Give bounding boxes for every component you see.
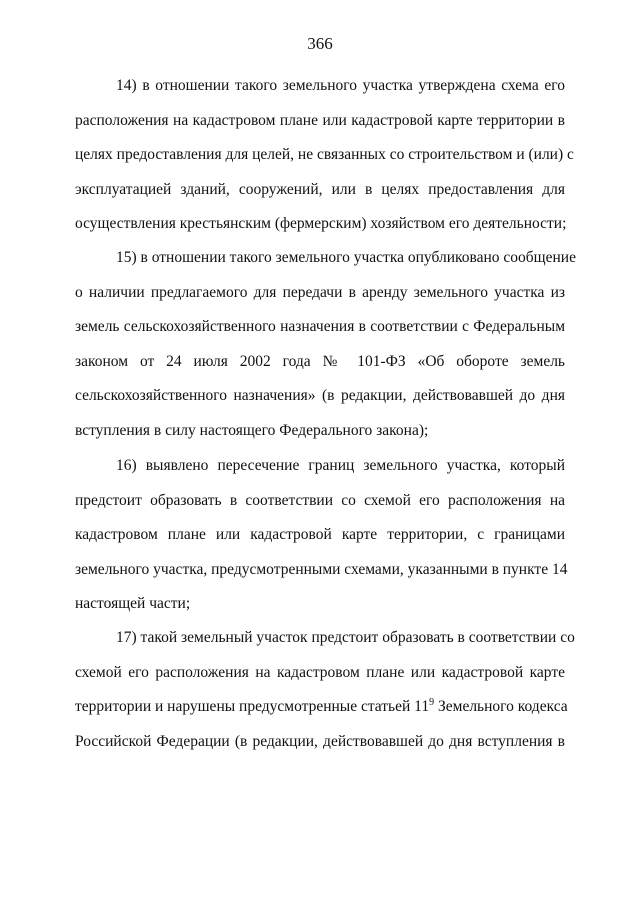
paragraph-line: осуществления крестьянским (фермерским) хозяйством его деятельности; (75, 215, 567, 233)
paragraph-line: законом от 24 июля 2002 года № 101-ФЗ «Об обороте земель (75, 352, 565, 370)
paragraph-line: Российской Федерации (в редакции, действовавшей до дня вступления в (75, 732, 565, 750)
paragraph-line: вступления в силу настоящего Федерального закона); (75, 421, 429, 439)
paragraph-line: земель сельскохозяйственного назначения в соответствии с Федеральным (75, 318, 565, 336)
paragraph-line: предстоит образовать в соответствии со схемой его расположения на (75, 491, 565, 509)
paragraph-17 (75, 621, 575, 759)
paragraph-line: 17) такой земельный участок предстоит образовать в соответствии со (116, 629, 575, 646)
paragraph-line: настоящей части; (75, 595, 191, 613)
paragraph-line: 15) в отношении такого земельного участка опубликовано сообщение (116, 249, 576, 266)
article-superscript: 9 (429, 697, 435, 709)
line-text: Земельного кодекса (434, 698, 568, 716)
paragraph-line: о наличии предлагаемого для передачи в аренду земельного участка из (75, 283, 565, 301)
line-text: территории и нарушены предусмотренные статьей 11 (75, 698, 430, 716)
paragraph-line (75, 690, 568, 725)
paragraph-16 (75, 449, 568, 622)
paragraph-line: схемой его расположения на кадастровом плане или кадастровой карте (75, 663, 565, 681)
paragraph-line: целях предоставления для целей, не связанных со строительством и (или) с (75, 146, 574, 164)
page-number: 366 (307, 34, 333, 53)
paragraph-line: 14) в отношении такого земельного участка утверждена схема его (116, 77, 565, 94)
paragraph-line: земельного участка, предусмотренными схемами, указанными в пункте 14 (75, 560, 568, 578)
paragraph-line: кадастровом плане или кадастровой карте территории, с границами (75, 526, 565, 544)
paragraph-line: эксплуатацией зданий, сооружений, или в целях предоставления для (75, 180, 565, 198)
paragraph-line: расположения на кадастровом плане или кадастровой карте территории в (75, 111, 565, 129)
paragraph-line: 16) выявлено пересечение границ земельного участка, который (116, 457, 565, 474)
paragraph-14 (75, 69, 574, 242)
paragraph-15 (75, 241, 576, 449)
paragraph-line: сельскохозяйственного назначения» (в редакции, действовавшей до дня (75, 387, 565, 405)
